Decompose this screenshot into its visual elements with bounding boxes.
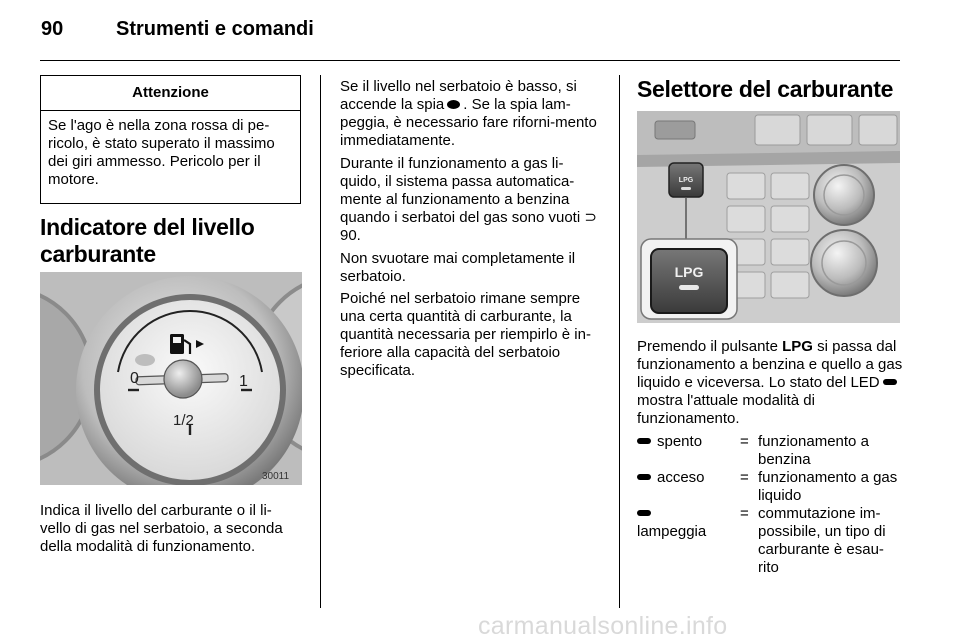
led-state-row (637, 505, 900, 577)
led-state-equals: = (740, 433, 749, 450)
selector-text-middle: si passa dal funzionamento a benzina e quello a gas liquido e viceversa. Lo stato del LED (637, 338, 903, 391)
led-state-name: spento (657, 433, 703, 450)
fuel-gauge-description: Indica il livello del carburante o il li-vello di gas nel serbatoio, a seconda della modalità di funzionamento. (40, 502, 283, 555)
dial-mark-full: 1 (239, 373, 248, 390)
led-state-meaning: funzionamento a benzina (758, 433, 869, 468)
section-title: Strumenti e comandi (116, 18, 314, 40)
column-divider-right (619, 75, 620, 608)
led-icon (883, 379, 897, 385)
watermark: carmanualsonline.info (478, 612, 728, 640)
selector-text-after: mostra l'attuale modalità di funzionamento. (637, 392, 815, 427)
led-state-table (637, 433, 900, 577)
led-state-row (637, 433, 900, 469)
empty-tank-paragraph: Non svuotare mai completamente il serbatoio. (340, 250, 576, 285)
led-state-name: acceso (657, 469, 705, 486)
warning-title: Attenzione (41, 76, 300, 111)
led-state-cell (637, 469, 737, 487)
fuel-selector-heading: Selettore del carburante (637, 76, 894, 102)
led-state-row (637, 469, 900, 505)
lpg-button-large-label: LPG (674, 264, 704, 280)
fuel-warning-lamp-icon (447, 100, 460, 109)
led-state-name: lampeggia (637, 523, 707, 540)
column-divider-left (320, 75, 321, 608)
tank-capacity-paragraph: Poiché nel serbatoio rimane sempre una certa quantità di carburante, la quantità necessaria per riempirlo è in-feriore alla capacità del serbatoio specificata. (340, 290, 591, 379)
led-icon (637, 474, 651, 480)
warning-text: Se l'ago è nella zona rossa di pe-ricolo, è stato superato il massimo dei giri ammesso. Pericolo per il motore. (48, 117, 275, 188)
header-rule (40, 60, 900, 61)
led-state-equals: = (740, 505, 749, 522)
led-icon (637, 510, 651, 516)
gas-switch-page-ref: 90. (340, 227, 361, 244)
fuel-gauge-photo (40, 272, 302, 485)
fuel-gauge-heading-line2: carburante (40, 241, 156, 267)
gas-switch-text: Durante il funzionamento a gas li-quido, il sistema passa automatica-mente al funzionamento a benzina quando i serbatoi del gas sono vuoti (340, 155, 581, 226)
lpg-led-icon (679, 285, 699, 290)
lpg-button-small-label: LPG (678, 177, 694, 184)
led-icon (637, 438, 651, 444)
fuel-gauge-heading-line1: Indicatore del livello (40, 214, 255, 240)
selector-text-bold: LPG (782, 338, 813, 355)
selector-text-before: Premendo il pulsante (637, 338, 778, 355)
fuel-selector-paragraph (637, 338, 903, 428)
fuel-selector-photo (637, 111, 900, 323)
low-level-text-after: . Se la spia lam-peggia, è necessario fare riforni-mento immediatamente. (340, 96, 597, 149)
led-state-cell (637, 505, 737, 541)
fuel-gauge-heading (40, 214, 255, 268)
low-level-text-before: Se il livello nel serbatoio è basso, si accende la spia (340, 78, 577, 113)
led-state-meaning: commutazione im-possibile, un tipo di carburante è esau-rito (758, 505, 886, 576)
page-number: 90 (41, 18, 64, 40)
photo-id: 30011 (262, 471, 290, 482)
dial-mark-zero: 0 (130, 370, 139, 387)
led-state-cell (637, 433, 737, 451)
dial-mark-half: 1/2 (173, 412, 194, 429)
gas-switch-paragraph (340, 155, 602, 245)
page-ref-arrow-icon: ⊃ (584, 209, 597, 226)
led-state-meaning: funzionamento a gas liquido (758, 469, 898, 504)
led-state-equals: = (740, 469, 749, 486)
warning-box (40, 75, 301, 204)
low-level-paragraph (340, 78, 602, 150)
